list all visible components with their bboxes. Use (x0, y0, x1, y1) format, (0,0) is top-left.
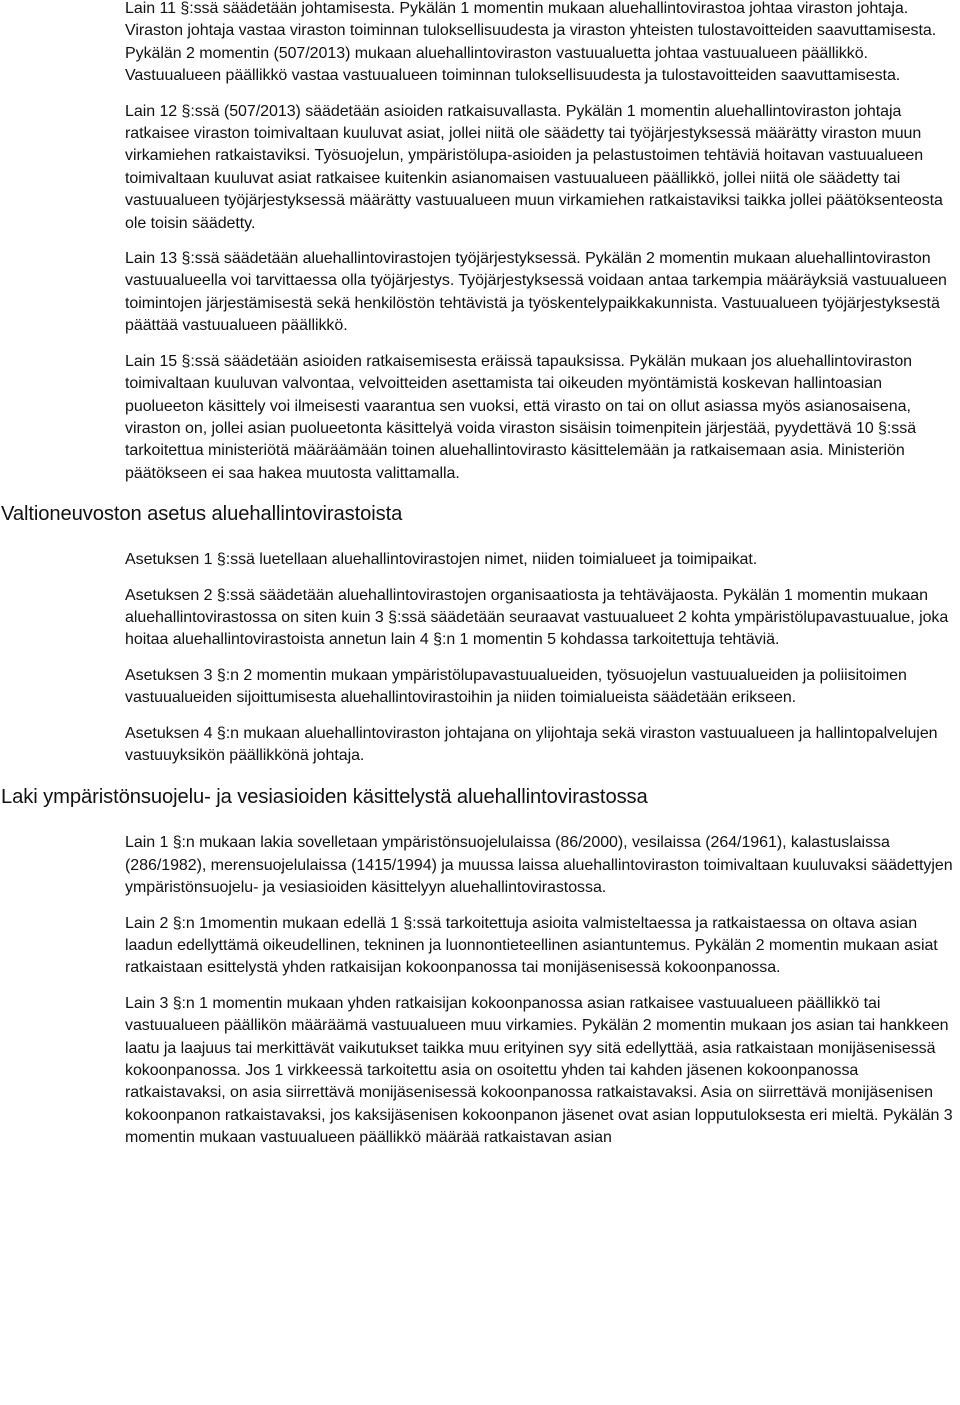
paragraph-lain-13: Lain 13 §:ssä säädetään aluehallintovirastojen työjärjestyksessä. Pykälän 2 momentin mukaan aluehallintoviraston vastuualueella voi tarvittaessa olla työjärjestys. Työjärjestyksessä voidaan antaa tarkempia määräyksiä vastuualueen toimintojen järjestämisestä sekä henkilöstön tehtävistä ja työskentelypaikkakunnista. Vastuualueen työjärjestyksestä päättää vastuualueen päällikkö. (125, 250, 947, 335)
paragraph-lain-11: Lain 11 §:ssä säädetään johtamisesta. Pykälän 1 momentin mukaan aluehallintovirastoa johtaa viraston johtaja. Viraston johtaja vastaa viraston toiminnan tuloksellisuudesta ja viraston yhteisten tulostavoitteiden saavuttamisesta. Pykälän 2 momentin (507/2013) mukaan aluehallintoviraston vastuualuetta johtaa vastuualueen päällikkö. Vastuualueen päällikkö vastaa vastuualueen toiminnan tuloksellisuudesta ja tulostavoitteiden saavuttamisesta. (125, 0, 937, 85)
paragraph-asetus-1: Asetuksen 1 §:ssä luetellaan aluehallintovirastojen nimet, niiden toimialueet ja toimipaikat. (125, 551, 758, 569)
paragraph-lain-15: Lain 15 §:ssä säädetään asioiden ratkaisemisesta eräissä tapauksissa. Pykälän mukaan jos aluehallintoviraston toimivaltaan kuuluvan valvontaa, velvoitteiden asettamista tai oikeuden myöntämistä koskevan hallintoasian puolueeton käsittely voi ilmeisesti vaarantua sen vuoksi, että virasto on tai on ollut asiassa myös asianosaisena, viraston on, jollei asian puolueetonta käsittelyä voida viraston sisäisin toimenpitein järjestää, pyydettävä 10 §:ssä tarkoitettua ministeriötä määräämään toinen aluehallintovirasto käsittelemään ja ratkaisemaan asia. Ministeriön päätökseen ei saa hakea muutosta valittamalla. (125, 352, 917, 482)
section-heading-valtioneuvoston-asetus: Valtioneuvoston asetus aluehallintovirastoista (1, 503, 403, 526)
section-heading-laki-ymparistonsuojelu: Laki ympäristönsuojelu- ja vesiasioiden käsittelystä aluehallintovirastossa (1, 786, 648, 809)
paragraph-laki-1: Lain 1 §:n mukaan lakia sovelletaan ympäristönsuojelulaissa (86/2000), vesilaissa (264/1961), kalastuslaissa (286/1982), merensuojelulaissa (1415/1994) ja muussa laissa aluehallintoviraston toimivaltaan kuuluvaksi säädettyjen ympäristönsuojelu- ja vesiasioiden käsittelyyn aluehallintovirastossa. (125, 834, 953, 897)
paragraph-laki-3: Lain 3 §:n 1 momentin mukaan yhden ratkaisijan kokoonpanossa asian ratkaisee vastuualueen päällikkö tai vastuualueen päällikön määräämä vastuualueen muu virkamies. Pykälän 2 momentin mukaan jos asian tai hankkeen laatu ja laajuus tai merkittävät vaikutukset taikka muu erityinen syy sitä edellyttää, asia ratkaistaan monijäsenisessä kokoonpanossa. Jos 1 virkkeessä tarkoitettu asia on osoitettu yhden tai kahden jäsenen kokoonpanossa ratkaistavaksi, on asia siirrettävä monijäsenisessä kokoonpanossa ratkaistavaksi. Asia on siirrettävä monijäsenisen kokoonpanon ratkaistavaksi, jos kaksijäsenisen kokoonpanon jäsenet ovat asian lopputuloksesta eri mieltä. Pykälän 3 momentin mukaan vastuualueen päällikkö määrää ratkaistavan asian (125, 994, 953, 1147)
paragraph-asetus-4: Asetuksen 4 §:n mukaan aluehallintoviraston johtajana on ylijohtaja sekä viraston vastuualueen ja hallintopalvelujen vastuuyksikön päällikkönä johtaja. (125, 724, 938, 764)
paragraph-laki-2: Lain 2 §:n 1momentin mukaan edellä 1 §:ssä tarkoitettuja asioita valmisteltaessa ja ratkaistaessa on oltava asian laadun edellyttämä oikeudellinen, tekninen ja luonnontieteellinen asiantuntemus. Pykälän 2 momentin mukaan asiat ratkaistaan esittelystä yhden ratkaisijan kokoonpanossa tai monijäsenisessä kokoonpanossa. (125, 914, 938, 977)
paragraph-lain-12: Lain 12 §:ssä (507/2013) säädetään asioiden ratkaisuvallasta. Pykälän 1 momentin aluehallintoviraston johtaja ratkaisee viraston toimivaltaan kuuluvat asiat, jollei niitä ole säädetty tai työjärjestyksessä määrätty viraston muun virkamiehen ratkaistaviksi. Työsuojelun, ympäristölupa-asioiden ja pelastustoimen tehtäviä hoitavan vastuualueen toimivaltaan kuuluvat asiat ratkaisee kuitenkin asianomaisen vastuualueen päällikkö, jollei niitä ole säädetty tai vastuualueen työjärjestyksessä määrätty vastuualueen muun virkamiehen ratkaistaviksi taikka jollei päätöksenteosta ole toisin säädetty. (125, 102, 943, 232)
paragraph-asetus-3: Asetuksen 3 §:n 2 momentin mukaan ympäristölupavastuualueiden, työsuojelun vastuualueiden ja poliisitoimen vastuualueiden sijoittumisesta aluehallintovirastoihin ja niiden toimialueista säädetään erikseen. (125, 666, 907, 707)
paragraph-asetus-2: Asetuksen 2 §:ssä säädetään aluehallintovirastojen organisaatiosta ja tehtäväjaosta. Pykälän 1 momentin mukaan aluehallintovirastossa on siten kuin 3 §:ssä säädetään seuraavat vastuualueet 2 kohta ympäristölupavastuualue, joka hoitaa aluehallintovirastoista annetun lain 4 §:n 1 momentin 5 kohdassa tarkoitettuja tehtäviä. (125, 586, 949, 649)
